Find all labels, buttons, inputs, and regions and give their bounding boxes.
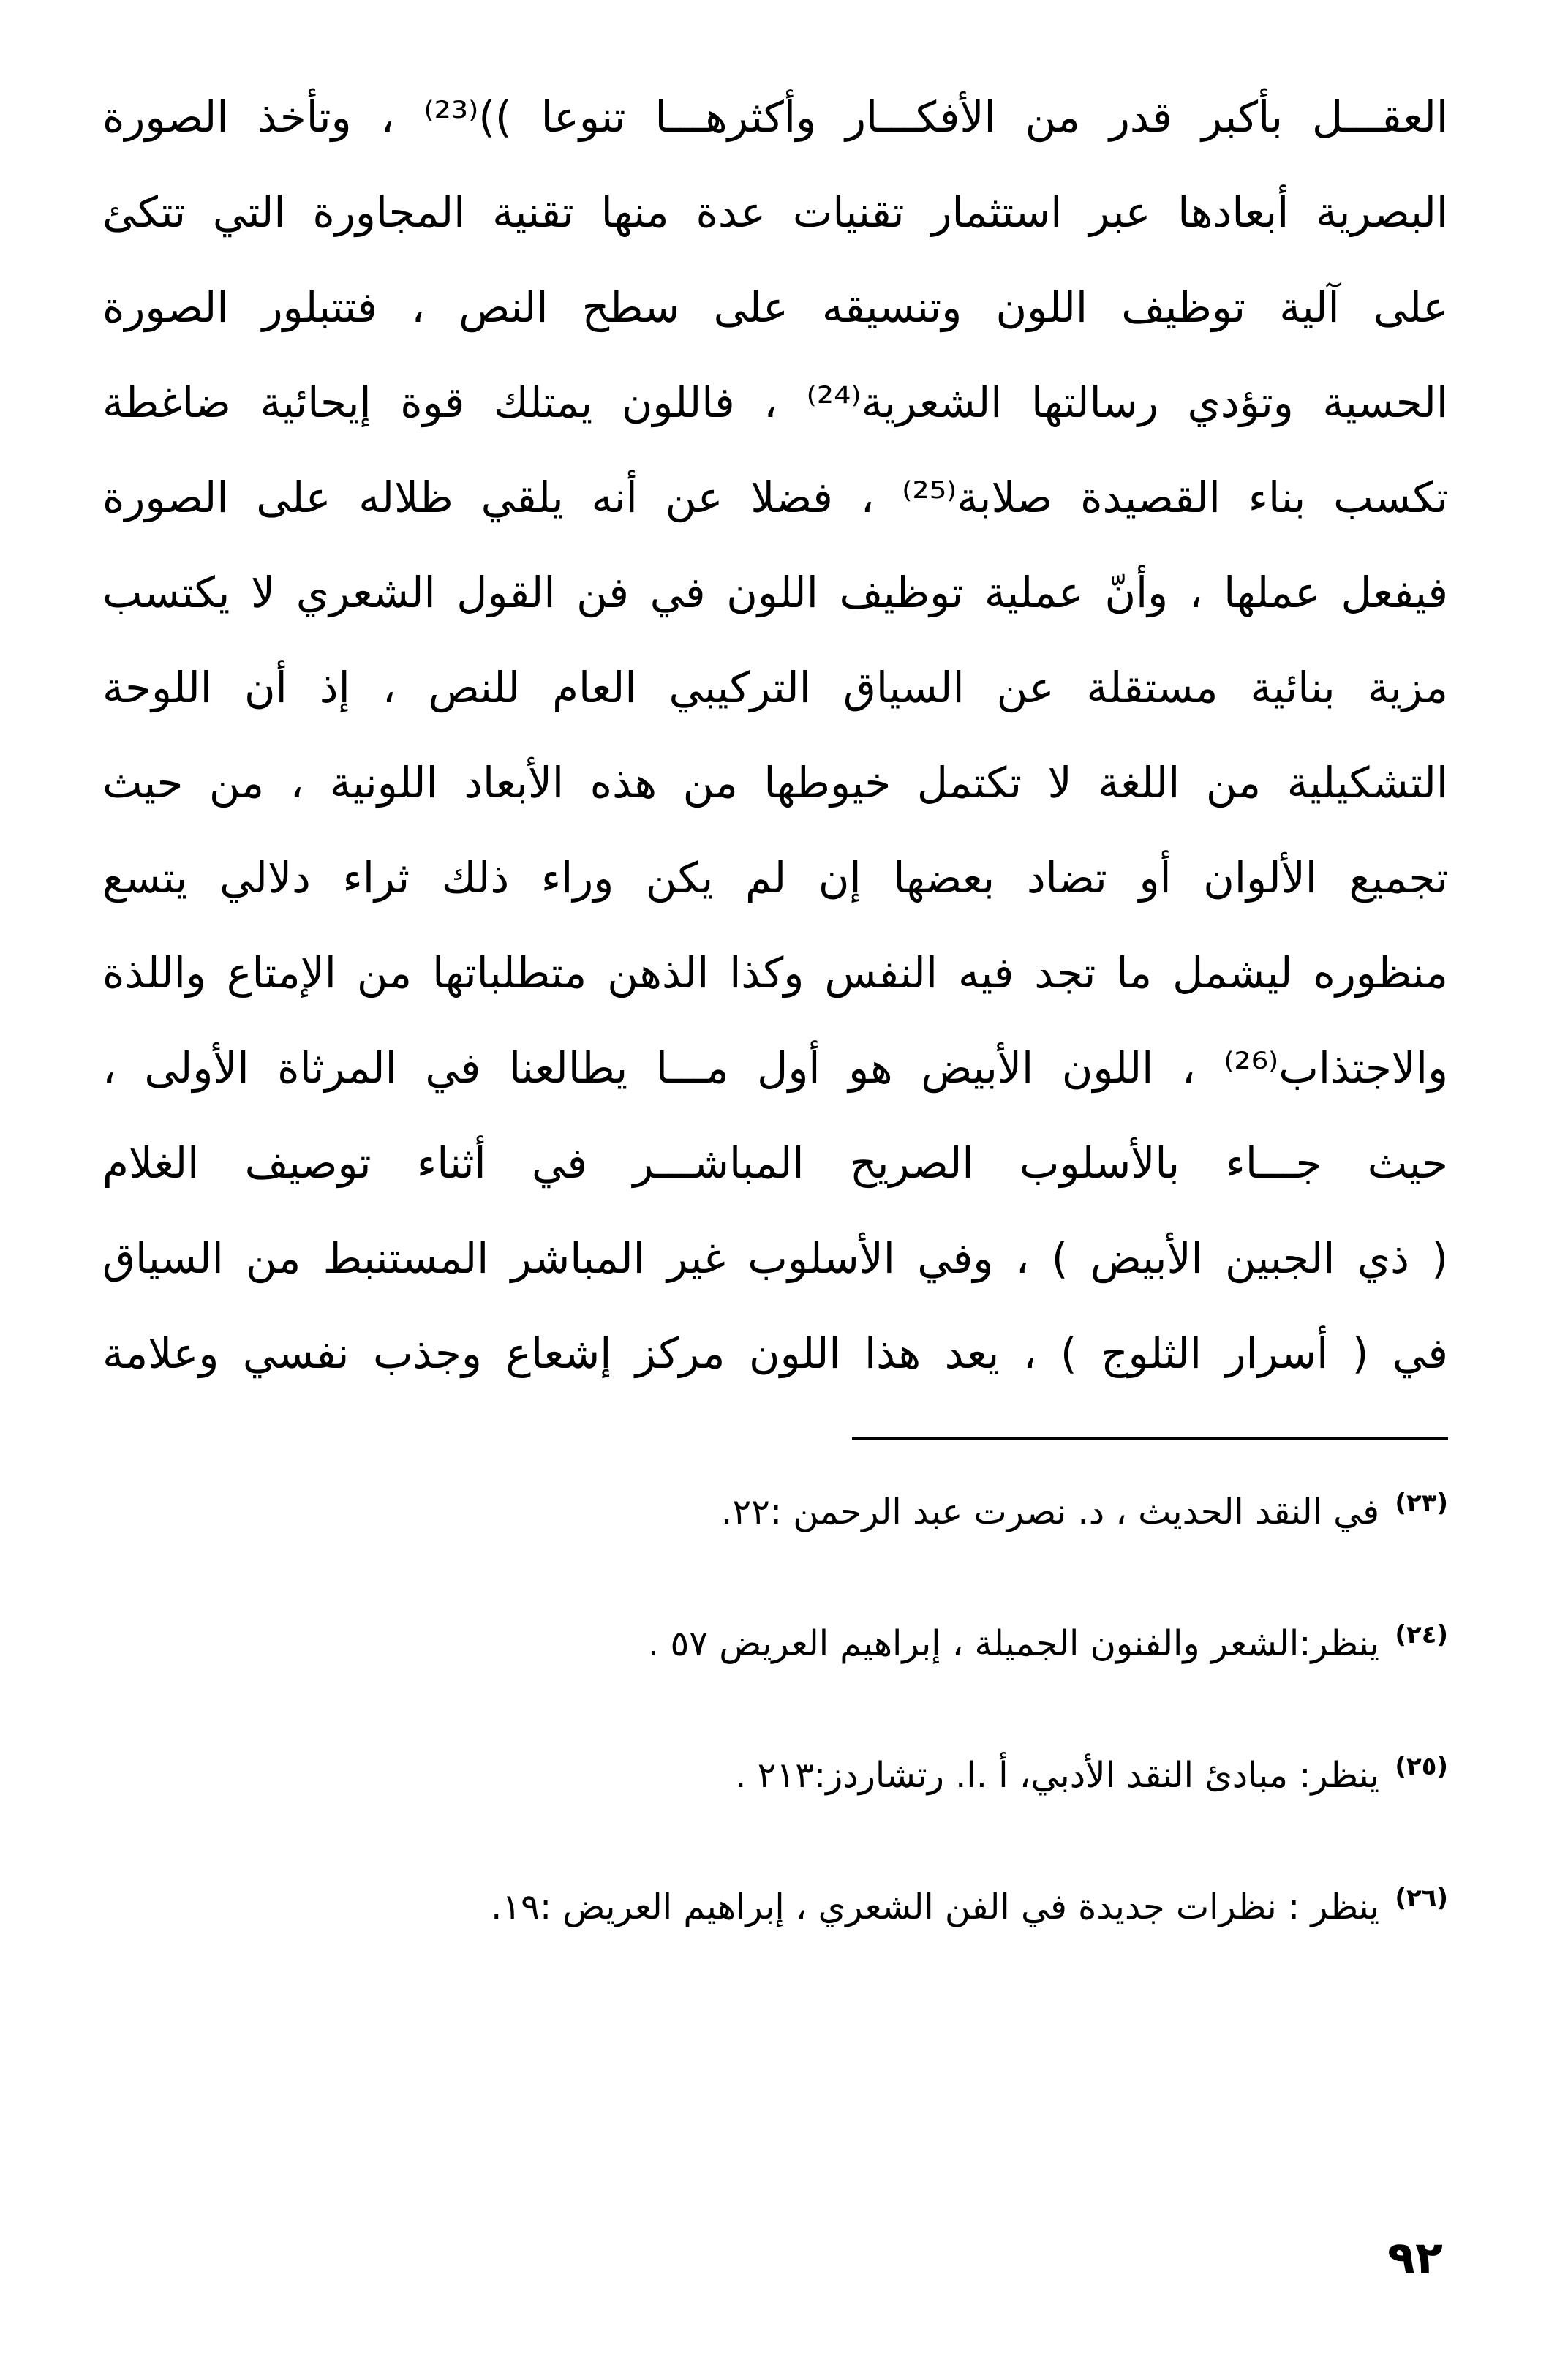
footnote <box>102 1459 1448 1591</box>
body-line: على آلية توظيف اللون وتنسيقه على سطح النص ، فتتبلور الصورة <box>102 282 1448 332</box>
footnote-marker: (٢٣) <box>1395 1489 1448 1518</box>
body-line: ( ذي الجبين الأبيض ) ، وفي الأسلوب غير المباشر المستنبط من السياق <box>102 1233 1448 1283</box>
body-line: حيث جـــاء بالأسلوب الصريح المباشـــر في أثناء توصيف الغلام <box>102 1138 1448 1188</box>
body-line: في ( أسرار الثلوج ) ، يعد هذا اللون مركز إشعاع وجذب نفسي وعلامة <box>102 1328 1448 1378</box>
footnote-marker: (٢٥) <box>1395 1752 1448 1781</box>
footnote <box>102 1723 1448 1854</box>
body-line: منظوره ليشمل ما تجد فيه النفس وكذا الذهن متطلباتها من الإمتاع واللذة <box>102 948 1448 998</box>
footnote <box>102 1591 1448 1723</box>
body-line: العقـــل بأكبر قدر من الأفكـــار وأكثرهـــا تنوعا ))⁽²³⁾ ، وتأخذ الصورة <box>102 92 1448 142</box>
body-line: فيفعل عملها ، وأنّ عملية توظيف اللون في فن القول الشعري لا يكتسب <box>102 568 1448 617</box>
page-number: ٩٢ <box>1387 2231 1443 2284</box>
footnote <box>102 1854 1448 1986</box>
footnotes <box>102 1459 1448 1986</box>
body-text <box>102 69 1448 1401</box>
footnote-text: ينظر : نظرات جديدة في الفن الشعري ، إبراهيم العريض :١٩. <box>491 1886 1380 1927</box>
footnote-text: ينظر: مبادئ النقد الأدبي، أ .ا. رتشاردز:٢١٣ . <box>735 1755 1380 1796</box>
footnote-text: في النقد الحديث ، د. نصرت عبد الرحمن :٢٢. <box>721 1491 1380 1532</box>
body-line: البصرية أبعادها عبر استثمار تقنيات عدة منها تقنية المجاورة التي تتكئ <box>102 187 1448 237</box>
footnote-separator <box>852 1437 1448 1440</box>
body-line: التشكيلية من اللغة لا تكتمل خيوطها من هذه الأبعاد اللونية ، من حيث <box>102 758 1448 808</box>
footnote-marker: (٢٦) <box>1395 1884 1448 1913</box>
footnote-text: ينظر:الشعر والفنون الجميلة ، إبراهيم العريض ٥٧ . <box>647 1623 1380 1664</box>
body-line: تكسب بناء القصيدة صلابة⁽²⁵⁾ ، فضلا عن أنه يلقي ظلاله على الصورة <box>102 473 1448 522</box>
body-line: الحسية وتؤدي رسالتها الشعرية⁽²⁴⁾ ، فاللون يمتلك قوة إيحائية ضاغطة <box>102 377 1448 427</box>
body-line: والاجتذاب⁽²⁶⁾ ، اللون الأبيض هو أول مـــا يطالعنا في المرثاة الأولى ، <box>102 1043 1448 1093</box>
body-line: تجميع الألوان أو تضاد بعضها إن لم يكن وراء ذلك ثراء دلالي يتسع <box>102 853 1448 903</box>
body-line: مزية بنائية مستقلة عن السياق التركيبي العام للنص ، إذ أن اللوحة <box>102 663 1448 712</box>
footnote-marker: (٢٤) <box>1395 1620 1448 1649</box>
